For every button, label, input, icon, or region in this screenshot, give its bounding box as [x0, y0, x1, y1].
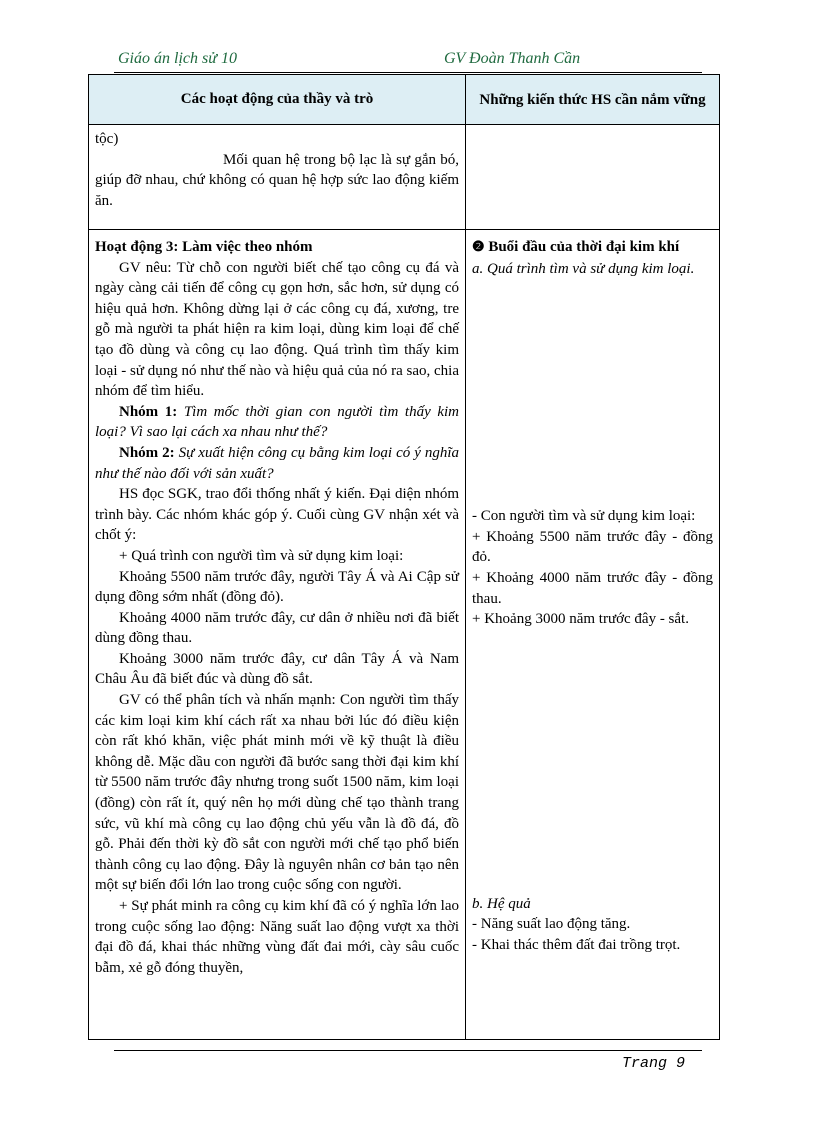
subsection-a: a. Quá trình tìm và sử dụng kim loại.	[472, 260, 695, 277]
knowledge-cell	[466, 230, 720, 1040]
spacer	[472, 630, 713, 894]
section-heading	[472, 237, 713, 259]
row1-line: tộc)	[95, 131, 119, 147]
consequence-point: - Khai thác thêm đất đai trồng trọt.	[472, 936, 681, 953]
knowledge-point: + Khoảng 3000 năm trước đây - sắt.	[472, 611, 689, 628]
page-number: Trang 9	[622, 1055, 686, 1072]
hs-read: HS đọc SGK, trao đổi thống nhất ý kiến. Đại diện nhóm trình bày. Các nhóm khác góp ý. Cuối cùng GV nhận xét và chốt ý:	[95, 486, 459, 544]
knowledge-cell	[466, 125, 720, 230]
activities-cell	[89, 125, 466, 230]
gv-intro: GV nêu: Từ chỗ con người biết chế tạo công cụ đá và ngày càng cải tiến để công cụ gọn hơn, sắc hơn, sử dụng có hiệu quả hơn. Không dừng lại ở các công cụ đá, xương, tre gỗ mà người ta phát hiện ra kim loại, dùng kim loại để chế tạo đồ dùng và công cụ lao động. Quá trình tìm thấy kim loại - sử dụng nó như thế nào và hiệu quả của nó ra sao, chia nhóm để tìm hiểu.	[95, 259, 459, 400]
knowledge-intro: - Con người tìm và sử dụng kim loại:	[472, 508, 696, 525]
group-1-text: Tìm mốc thời gian con người tìm thấy kim loại? Vì sao lại cách xa nhau như thế?	[95, 403, 459, 441]
table-row	[89, 125, 720, 230]
col-knowledge-header: Những kiến thức HS cần nắm vững	[466, 75, 720, 125]
group-2-task	[95, 443, 459, 484]
section-title: Buổi đầu của thời đại kim khí	[488, 239, 680, 255]
table-row	[89, 230, 720, 1040]
header-title: Giáo án lịch sử 10	[118, 50, 237, 67]
significance: + Sự phát minh ra công cụ kim khí đã có ý nghĩa lớn lao trong cuộc sống lao động: Năng suất lao động vượt xa thời đại đồ đá, khai thác những vùng đất đai mới, cày sâu cuốc bẫm, xẻ gỗ đóng thuyền,	[95, 898, 459, 976]
group-1-task	[95, 402, 459, 443]
lesson-table	[88, 74, 720, 1040]
header-author: GV Đoàn Thanh Cần	[444, 50, 581, 67]
row1-paragraph: Mối quan hệ trong bộ lạc là sự gắn bó, giúp đỡ nhau, chứ không có quan hệ hợp sức lao động kiếm ăn.	[95, 151, 459, 209]
page-header	[114, 48, 702, 73]
consequence-point: - Năng suất lao động tăng.	[472, 916, 631, 933]
footer-divider	[114, 1050, 702, 1051]
spacer	[472, 279, 713, 506]
group-1-label: Nhóm 1:	[119, 403, 178, 420]
knowledge-point: + Khoảng 4000 năm trước đây - đồng thau.	[472, 569, 713, 607]
group-2-text: Sự xuất hiện công cụ bằng kim loại có ý nghĩa như thế nào đối với sản xuất?	[95, 444, 460, 482]
group-2-label: Nhóm 2:	[119, 444, 175, 461]
process-title: + Quá trình con người tìm và sử dụng kim loại:	[119, 547, 404, 564]
activity-title: Hoạt động 3: Làm việc theo nhóm	[95, 239, 313, 255]
subsection-b: b. Hệ quả	[472, 895, 531, 912]
milestone-5500: Khoảng 5500 năm trước đây, người Tây Á và Ai Cập sử dụng đồng sớm nhất (đồng đỏ).	[95, 568, 459, 606]
knowledge-point: + Khoảng 5500 năm trước đây - đồng đỏ.	[472, 528, 713, 566]
activities-cell	[89, 230, 466, 1040]
numbered-bullet-icon: ❷	[472, 240, 485, 255]
milestone-3000: Khoảng 3000 năm trước đây, cư dân Tây Á và Nam Châu Âu đã biết đúc và dùng đồ sắt.	[95, 650, 459, 688]
milestone-4000: Khoảng 4000 năm trước đây, cư dân ở nhiều nơi đã biết dùng đồng thau.	[95, 609, 459, 647]
gv-analysis: GV có thể phân tích và nhấn mạnh: Con người tìm thấy các kim loại kim khí cách rất xa nhau bởi lúc đó điều kiện còn rất khó khăn, việc phát minh mới về kỹ thuật là điều không dễ. Mặc dầu con người đã bước sang thời đại kim khí từ 5500 năm trước đây nhưng trong suốt 1500 năm, kim loại (đồng) còn rất ít, quý nên họ mới dùng chế tạo thành trang sức, vũ khí mà công cụ lao động chủ yếu vẫn là đồ đá, đồ gỗ. Phải đến thời kỳ đồ sắt con người mới chế tạo phổ biến thành công cụ lao động. Đây là nguyên nhân cơ bản tạo nên một sự biến đổi lớn lao trong cuộc sống con người.	[95, 692, 459, 894]
col-activities-header: Các hoạt động của thầy và trò	[89, 75, 466, 125]
table-header-row	[89, 75, 720, 125]
